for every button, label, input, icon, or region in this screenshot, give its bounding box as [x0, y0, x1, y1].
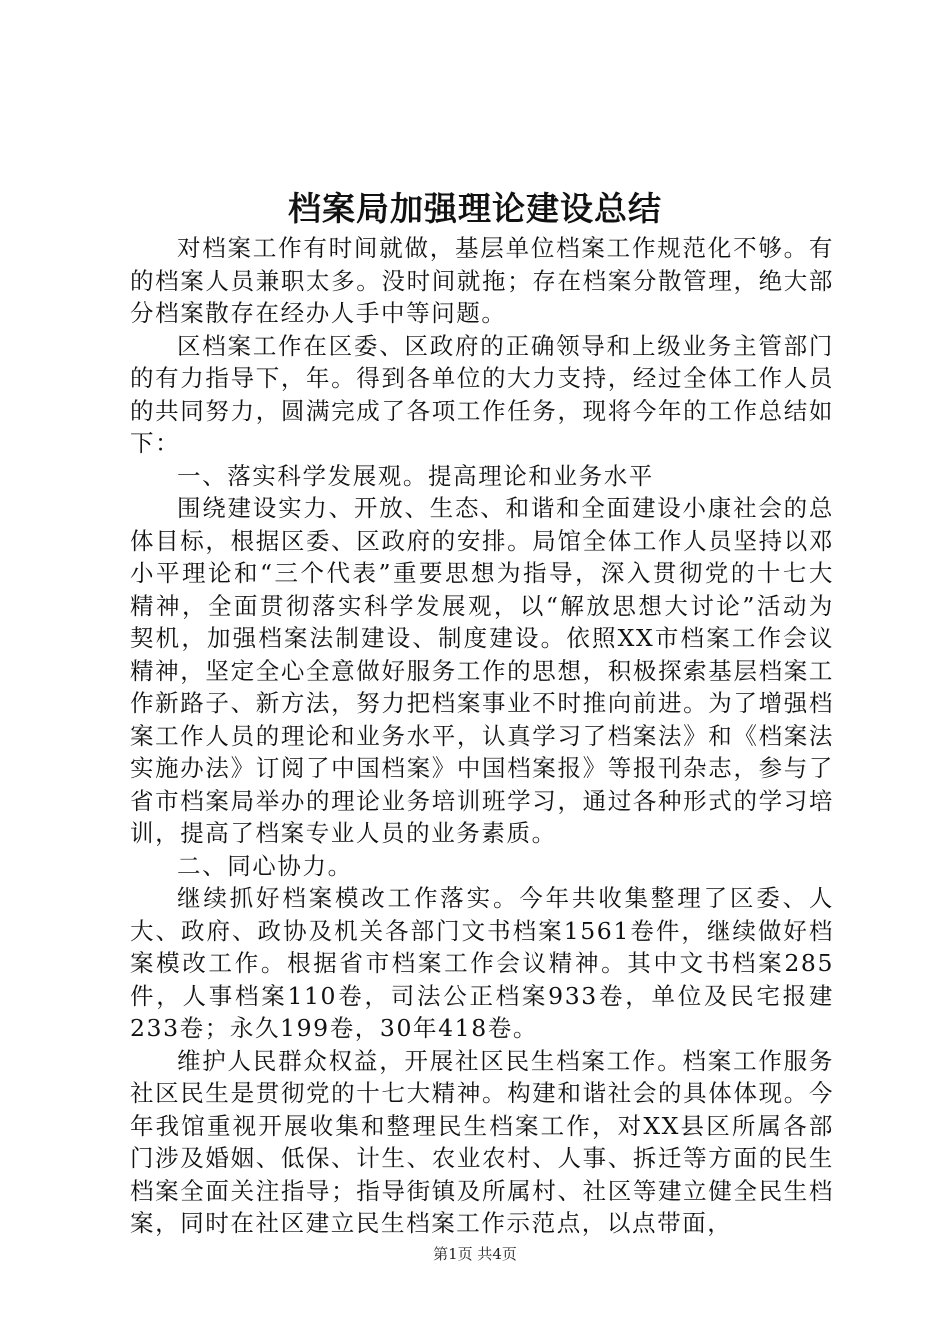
paragraph: 区档案工作在区委、区政府的正确领导和上级业务主管部门的有力指导下，年。得到各单位的大力支持，经过全体工作人员的共同努力，圆满完成了各项工作任务，现将今年的工作总结如下：	[130, 331, 834, 457]
section-heading: 一、落实科学发展观。提高理论和业务水平	[177, 461, 654, 490]
document-body	[130, 232, 834, 1240]
paragraph: 继续抓好档案模改工作落实。今年共收集整理了区委、人大、政府、政协及机关各部门文书档案1561卷件，继续做好档案模改工作。根据省市档案工作会议精神。其中文书档案285件，人事档案110卷，司法公正档案933卷，单位及民宅报建233卷；永久199卷，30年418卷。	[130, 884, 834, 1042]
paragraph: 维护人民群众权益，开展社区民生档案工作。档案工作服务社区民生是贯彻党的十七大精神。构建和谐社会的具体体现。今年我馆重视开展收集和整理民生档案工作，对XX县区所属各部门涉及婚姻、低保、计生、农业农村、人事、拆迁等方面的民生档案全面关注指导；指导街镇及所属村、社区等建立健全民生档案，同时在社区建立民生档案工作示范点，以点带面，	[130, 1046, 834, 1237]
page-footer: 第1页 共4页	[433, 1245, 517, 1263]
paragraph: 围绕建设实力、开放、生态、和谐和全面建设小康社会的总体目标，根据区委、区政府的安排。局馆全体工作人员坚持以邓小平理论和“三个代表”重要思想为指导，深入贯彻党的十七大精神，全面贯彻落实科学发展观，以“解放思想大讨论”活动为契机，加强档案法制建设、制度建设。依照XX市档案工作会议精神，坚定全心全意做好服务工作的思想，积极探索基层档案工作新路子、新方法，努力把档案事业不时推向前进。为了增强档案工作人员的理论和业务水平，认真学习了档案法》和《档案法实施办法》订阅了中国档案》中国档案报》等报刊杂志，参与了省市档案局举办的理论业务培训班学习，通过各种形式的学习培训，提高了档案专业人员的业务素质。	[130, 494, 834, 847]
section-heading: 二、同心协力。	[177, 851, 353, 880]
paragraph: 对档案工作有时间就做，基层单位档案工作规范化不够。有的档案人员兼职太多。没时间就拖；存在档案分散管理，绝大部分档案散存在经办人手中等问题。	[130, 234, 834, 327]
document-title: 档案局加强理论建设总结	[288, 189, 662, 228]
